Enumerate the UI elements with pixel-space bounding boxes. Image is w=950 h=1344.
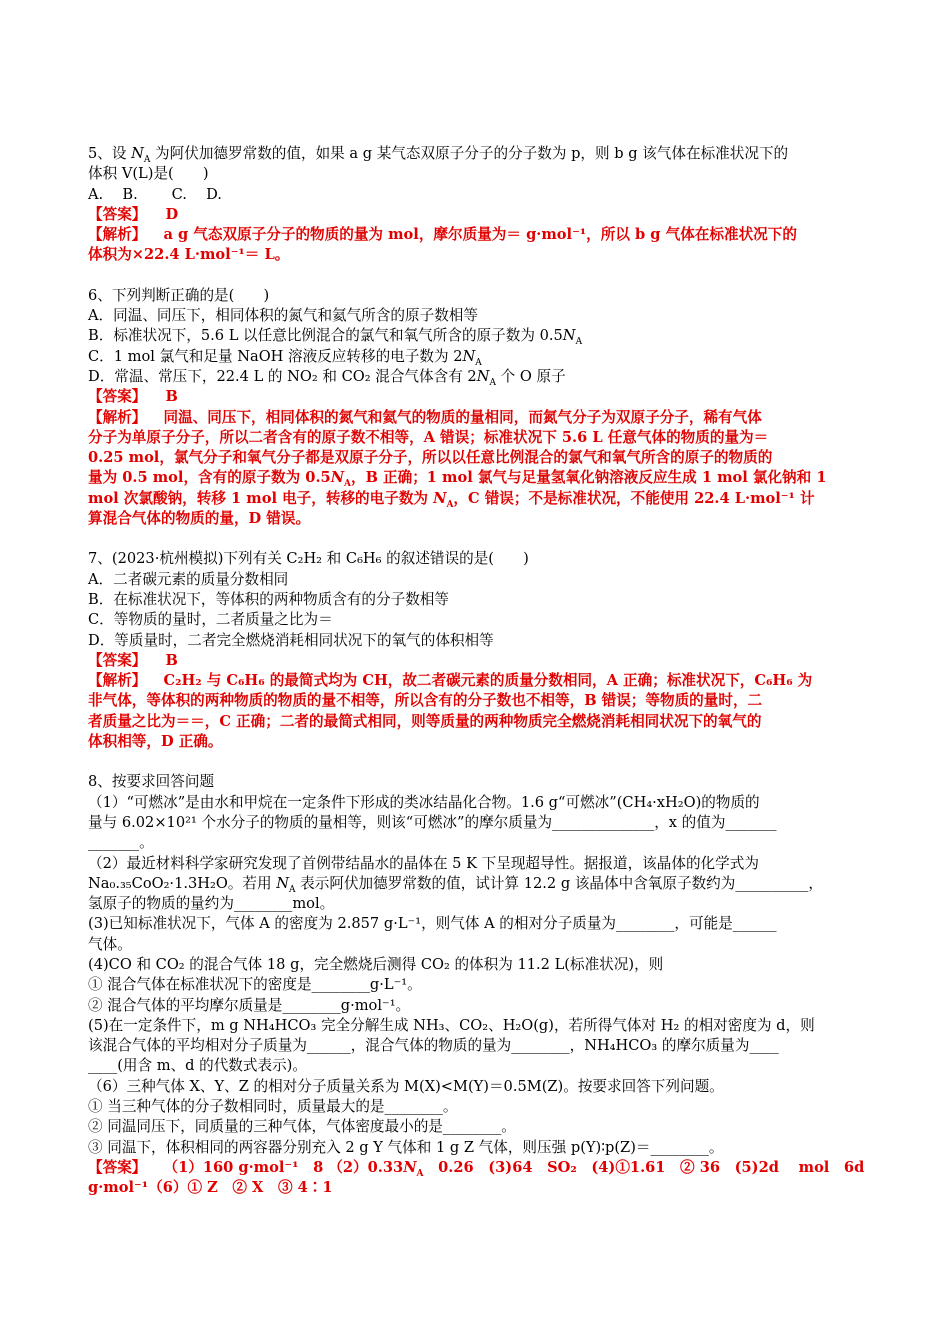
q8-stem: 8、按要求回答问题 — [88, 773, 215, 791]
explanation-text: 同温、同压下，相同体积的氮气和氦气的物质的量相同，而氮气分子为双原子分子，稀有气体 — [163, 408, 762, 426]
q8-line-16: （6）三种气体 X、Y、Z 的相对分子质量关系为 M(X)<M(Y)＝0.5M(Z)。按要求回答下列问题。 — [88, 1077, 724, 1095]
q8-line-5: （2）最近材料科学家研究发现了首例带结晶水的晶体在 5 K 下呈现超导性。据报道，该晶体的化学式为 — [88, 854, 759, 872]
q7-option-a: A．二者碳元素的质量分数相同 — [88, 570, 289, 588]
q6-explanation-line-1 — [88, 408, 864, 428]
q5-stem-line-1: 5、设 $N_A$ 为阿伏加德罗常数的值，如果 a g 某气态双原子分子的分子数为 p，则 b g 该气体在标准状况下的 — [88, 145, 789, 165]
answer-value: B — [165, 388, 178, 406]
q8-answer-line-1 — [88, 1158, 864, 1178]
answer-label: 【答案】 — [88, 205, 147, 223]
q6-answer — [88, 387, 864, 407]
q7-explanation-line-4: 体积相等，D 正确。 — [88, 733, 223, 751]
explanation-label: 【解析】 — [88, 408, 147, 426]
q6-explanation-line-3: 0.25 mol，氯气分子和氧气分子都是双原子分子，所以以任意比例混合的氯气和氧气所含的原子的物质的 — [88, 449, 773, 467]
q8-line-17: ① 当三种气体的分子数相同时，质量最大的是________。 — [88, 1098, 458, 1116]
q8-line-19: ③ 同温下，体积相同的两容器分别充入 2 g Y 气体和 1 g Z 气体，则压强 p(Y)∶p(Z)＝________。 — [88, 1138, 724, 1156]
q6-explanation-line-5: mol 次氯酸钠，转移 1 mol 电子，转移的电子数为 $N_A$，C 错误；不是标准状况，不能使用 22.4 L·mol⁻¹ 计 — [88, 489, 815, 510]
q8-line-8: (3)已知标准状况下，气体 A 的密度为 2.857 g·L⁻¹，则气体 A 的相对分子质量为________，可能是______ — [88, 915, 777, 933]
document-page — [88, 144, 864, 1199]
q8-line-12: ② 混合气体的平均摩尔质量是________g·mol⁻¹。 — [88, 996, 411, 1014]
answer-value: B — [165, 651, 178, 669]
q5-answer — [88, 205, 864, 225]
q6-explanation-line-2: 分子为单原子分子，所以二者含有的原子数不相等，A 错误；标准状况下 5.6 L 任意气体的物质的量为＝ — [88, 428, 769, 446]
explanation-label: 【解析】 — [88, 226, 147, 244]
q7-explanation-line-3: 者质量之比为＝＝，C 正确；二者的最简式相同，则等质量的两种物质完全燃烧消耗相同状况下的氧气的 — [88, 712, 762, 730]
spacer — [88, 529, 864, 549]
q8-line-13: (5)在一定条件下，m g NH₄HCO₃ 完全分解生成 NH₃、CO₂、H₂O(g)，若所得气体对 H₂ 的相对密度为 d，则 — [88, 1016, 815, 1034]
q8-line-15: ____(用含 m、d 的代数式表示)。 — [88, 1057, 307, 1075]
q8-answer-line-2: g·mol⁻¹（6）① Z ② X ③ 4∶1 — [88, 1179, 333, 1197]
q7-explanation-line-1 — [88, 671, 864, 691]
answer-value: （1）160 g·mol⁻¹ 8 $(2)0.33N_A$ 0.26 (3)64 SO₂ (4)①1.61 ② 36 (5)2d mol 6d — [163, 1158, 865, 1179]
answer-label: 【答案】 — [88, 388, 147, 406]
q8-line-6: Na₀.₃₅CoO₂·1.3H₂O。若用 $N_A$ 表示阿伏加德罗常数的值，试计算 12.2 g 该晶体中含氧原子数约为__________， — [88, 874, 823, 895]
answer-label: 【答案】 — [88, 651, 147, 669]
answer-value: D — [165, 205, 179, 223]
q7-stem: 7、(2023·杭州模拟)下列有关 C₂H₂ 和 C₆H₆ 的叙述错误的是( ) — [88, 550, 529, 568]
q8-line-11: ① 混合气体在标准状况下的密度是________g·L⁻¹。 — [88, 976, 422, 994]
explanation-label: 【解析】 — [88, 672, 147, 690]
q7-option-d: D．等质量时，二者完全燃烧消耗相同状况下的氧气的体积相等 — [88, 631, 494, 649]
spacer — [88, 266, 864, 286]
q8-line-4: _______。 — [88, 834, 154, 852]
q8-line-3: 量与 6.02×10²¹ 个水分子的物质的量相等，则该“可燃冰”的摩尔质量为______________，x 的值为_______ — [88, 813, 777, 831]
q7-answer — [88, 651, 864, 671]
q6-stem: 6、下列判断正确的是( ) — [88, 286, 270, 304]
q8-line-14: 该混合气体的平均相对分子质量为______，混合气体的物质的量为________，NH₄HCO₃ 的摩尔质量为____ — [88, 1037, 779, 1055]
explanation-text: C₂H₂ 与 C₆H₆ 的最简式均为 CH，故二者碳元素的质量分数相同，A 正确；标准状况下，C₆H₆ 为 — [163, 672, 813, 690]
q8-line-2: （1）“可燃冰”是由水和甲烷在一定条件下形成的类冰结晶化合物。1.6 g“可燃冰”(CH₄·xH₂O)的物质的 — [88, 793, 760, 811]
answer-label: 【答案】 — [88, 1158, 147, 1176]
q6-explanation-line-4: 量为 0.5 mol，含有的原子数为 $0.5N_A$，B 正确；1 mol 氯气与足量氢氧化钠溶液反应生成 1 mol 氯化钠和 1 — [88, 469, 827, 490]
q5-explanation-line-1 — [88, 225, 864, 245]
q6-option-a: A．同温、同压下，相同体积的氮气和氦气所含的原子数相等 — [88, 307, 478, 325]
q5-explanation-line-2: 体积为×22.4 L·mol⁻¹＝ L。 — [88, 246, 290, 264]
q7-option-c: C．等物质的量时，二者质量之比为＝ — [88, 611, 333, 629]
q8-line-7: 氢原子的物质的量约为________mol。 — [88, 895, 335, 913]
q5-options: A. B. C. D. — [88, 185, 222, 203]
q7-option-b: B．在标准状况下，等体积的两种物质含有的分子数相等 — [88, 590, 449, 608]
q7-explanation-line-2: 非气体，等体积的两种物质的物质的量不相等，所以含有的分子数也不相等，B 错误；等物质的量时，二 — [88, 692, 763, 710]
q6-option-b: B．标准状况下，5.6 L 以任意比例混合的氯气和氧气所含的原子数为 $0.5N_A$ — [88, 327, 583, 348]
spacer — [88, 752, 864, 772]
q5-stem-line-2: 体积 V(L)是( ) — [88, 165, 209, 183]
explanation-text: a g 气态双原子分子的物质的量为 mol，摩尔质量为＝ g·mol⁻¹，所以 b g 气体在标准状况下的 — [163, 226, 797, 244]
q8-line-18: ② 同温同压下，同质量的三种气体，气体密度最小的是________。 — [88, 1118, 516, 1136]
q6-option-c: C．1 mol 氯气和足量 NaOH 溶液反应转移的电子数为 $2N_A$ — [88, 347, 482, 368]
q8-line-10: (4)CO 和 CO₂ 的混合气体 18 g，完全燃烧后测得 CO₂ 的体积为 11.2 L(标准状况)，则 — [88, 955, 664, 973]
q6-option-d: D．常温、常压下，22.4 L 的 NO₂ 和 CO₂ 混合气体含有 $2N_A$ 个 O 原子 — [88, 367, 566, 388]
q8-line-9: 气体。 — [88, 935, 132, 953]
q6-explanation-line-6: 算混合气体的物质的量，D 错误。 — [88, 510, 311, 528]
